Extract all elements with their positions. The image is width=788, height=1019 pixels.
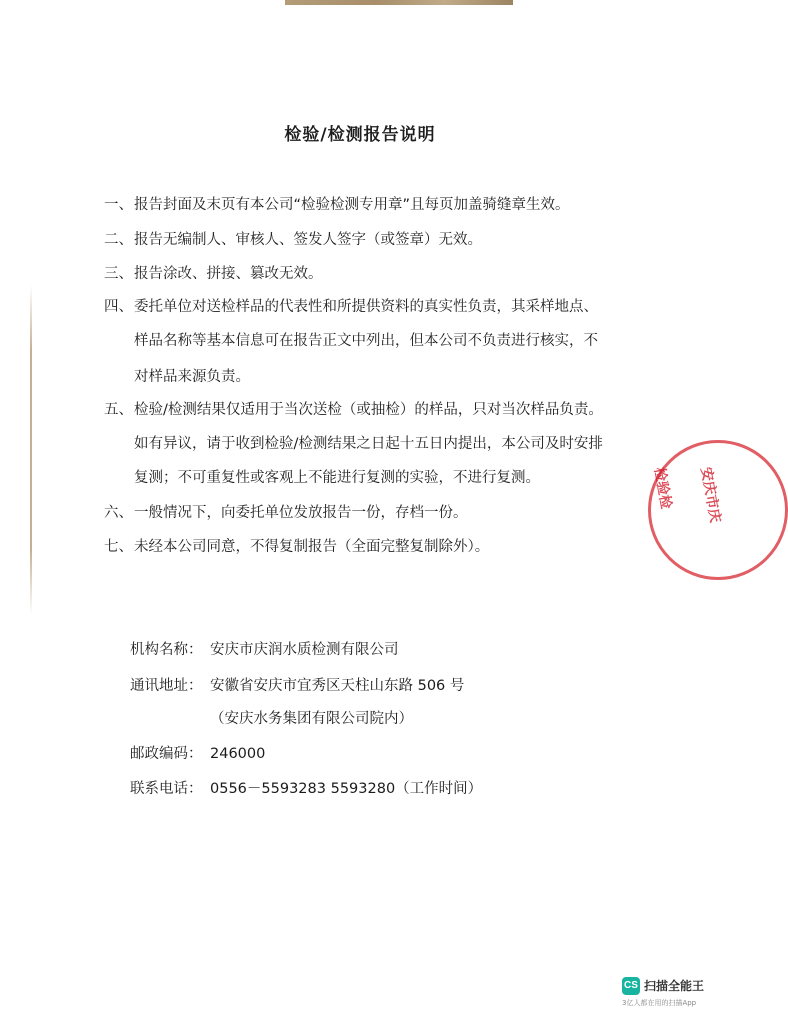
- phone-value: 0556－5593283 5593280（工作时间）: [210, 781, 483, 797]
- phone-row: [130, 779, 482, 799]
- camscanner-tagline: 3亿人都在用的扫描App: [622, 999, 697, 1007]
- clause-text: 一般情况下，向委托单位发放报告一份，存档一份。: [134, 505, 468, 521]
- postcode-row: [130, 744, 265, 764]
- postcode-value: 246000: [210, 746, 266, 762]
- clause-4-continued: [104, 331, 644, 351]
- org-name-label: 机构名称：: [130, 642, 203, 658]
- clause-text: 对样品来源负责。: [134, 369, 250, 385]
- clause-text: 样品名称等基本信息可在报告正文中列出，但本公司不负责进行核实，不: [134, 333, 598, 349]
- postcode-label: 邮政编码：: [130, 746, 203, 762]
- clause-number: 三、: [104, 266, 133, 282]
- address-label: 通讯地址：: [130, 678, 203, 694]
- address-row: [130, 676, 464, 696]
- clause-1: [104, 195, 644, 215]
- clause-7: [104, 537, 644, 557]
- clause-text: 委托单位对送检样品的代表性和所提供资料的真实性负责，其采样地点、: [134, 299, 598, 315]
- clause-number: 四、: [104, 299, 133, 315]
- paper-edge-shadow: [30, 285, 32, 615]
- clause-text: 报告封面及末页有本公司“检验检测专用章”且每页加盖骑缝章生效。: [134, 197, 570, 213]
- camscanner-app-name: 扫描全能王: [644, 979, 705, 993]
- phone-label: 联系电话：: [130, 781, 203, 797]
- clause-3: [104, 264, 644, 284]
- page-title: 检验/检测报告说明: [284, 125, 436, 145]
- seal-line-2: 检验检: [650, 466, 674, 511]
- clause-4-continued: [104, 367, 644, 387]
- clause-5-continued: [104, 434, 644, 454]
- clause-2: [104, 230, 644, 250]
- org-name-row: [130, 640, 399, 660]
- clause-6: [104, 503, 644, 523]
- binding-strip: [285, 0, 513, 5]
- address-note: （安庆水务集团有限公司院内）: [210, 711, 413, 727]
- clause-text: 未经本公司同意，不得复制报告（全面完整复制除外）。: [134, 539, 490, 555]
- clause-4: [104, 297, 644, 317]
- clause-text: 报告涂改、拼接、篡改无效。: [134, 266, 323, 282]
- clause-number: 七、: [104, 539, 133, 555]
- clause-number: 五、: [104, 402, 133, 418]
- camscanner-logo-icon: CS: [622, 977, 640, 995]
- clause-text: 复测；不可重复性或客观上不能进行复测的实验，不进行复测。: [134, 470, 540, 486]
- clause-text: 检验/检测结果仅适用于当次送检（或抽检）的样品，只对当次样品负责。: [134, 402, 603, 418]
- clause-5: [104, 400, 644, 420]
- clause-text: 报告无编制人、审核人、签发人签字（或签章）无效。: [134, 232, 482, 248]
- clause-number: 一、: [104, 197, 133, 213]
- clause-text: 如有异议，请于收到检验/检测结果之日起十五日内提出，本公司及时安排: [134, 436, 603, 452]
- address-value: 安徽省安庆市宜秀区天柱山东路 506 号: [210, 678, 465, 694]
- clause-5-continued: [104, 468, 644, 488]
- clause-number: 二、: [104, 232, 133, 248]
- org-name-value: 安庆市庆润水质检测有限公司: [210, 642, 399, 658]
- address-note-row: [130, 709, 413, 729]
- seal-line-1: 安庆市庆: [697, 466, 723, 524]
- clause-number: 六、: [104, 505, 133, 521]
